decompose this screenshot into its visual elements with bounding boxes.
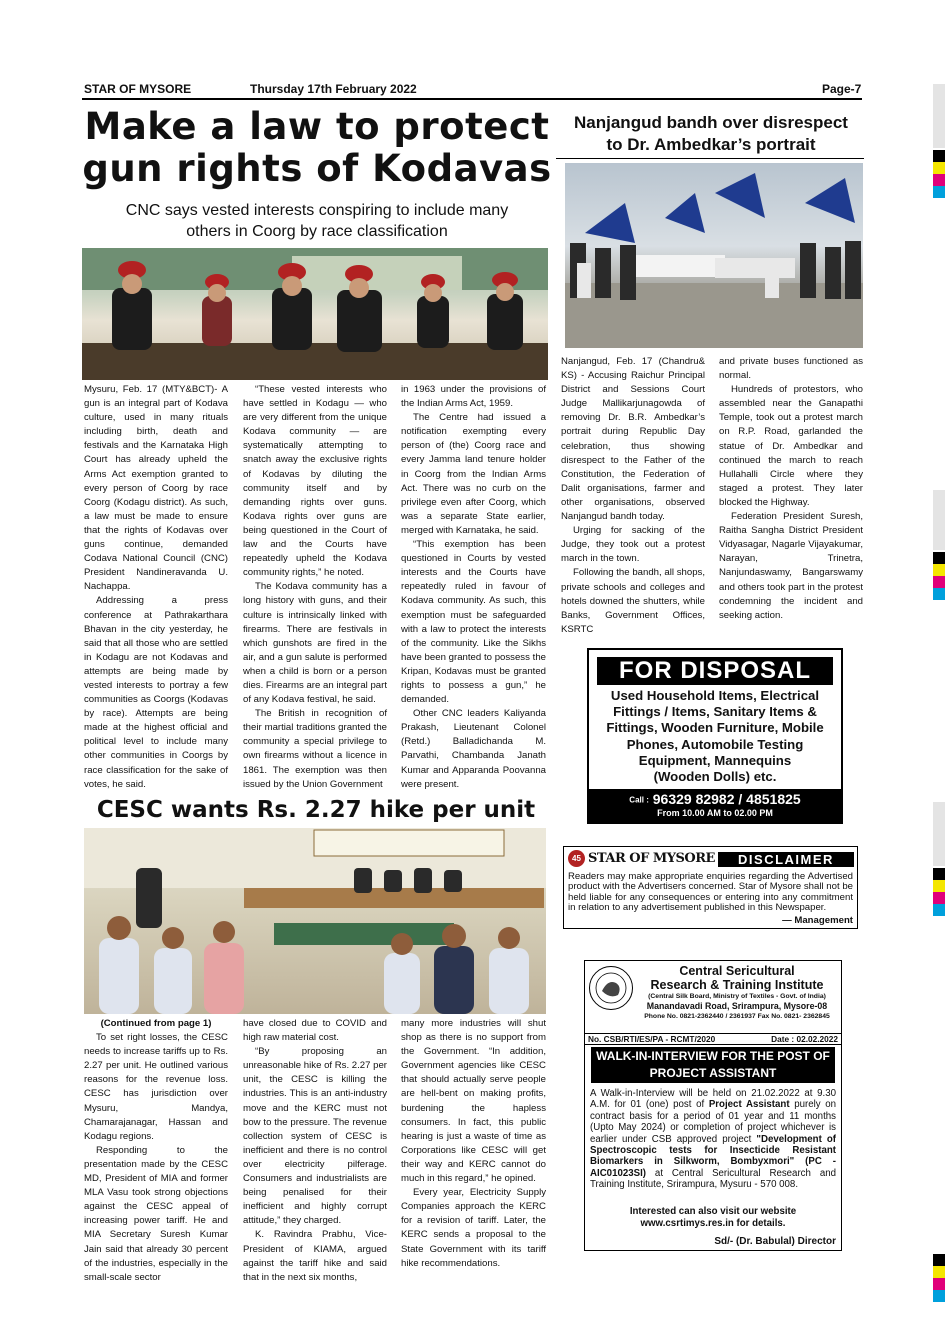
story1-headline <box>82 106 552 190</box>
registration-strip <box>933 490 945 550</box>
story2-headline-line1: Nanjangud bandh over disrespect <box>574 113 848 132</box>
header-rule <box>82 98 862 100</box>
story3-column-2 <box>243 1017 387 1283</box>
story3-col2-para: K. Ravindra Prabhu, Vice-President of KIAMA, argued against the tariff hike and said that in the next six months, <box>243 1229 387 1283</box>
csb-interview-banner <box>591 1047 835 1083</box>
for-disposal-hours: From 10.00 AM to 02.00 PM <box>657 808 773 818</box>
story2-col1-para: Urging for sacking of the Judge, they took out a protest march in the town. <box>561 525 705 565</box>
masthead-date: Thursday 17th February 2022 <box>250 82 417 96</box>
story3-col2-para: “By proposing an unreasonable hike of Rs. 2.27 per unit, the CESC is killing the industries. This is an anti-industry move and the KERC must not bow to the pressure. The revenue collection system of CESC is inefficient and there is no control over electricity pilferage. Consumers and industrialists are being penalised for their inefficient and highly corrupt attitude,” they charged. <box>243 1046 387 1227</box>
csb-body-text: purely on contract basis for a period of 01 year and 11 months (Upto May 2024) or completion of project whichever is earlier under CSB approved project <box>590 1099 836 1145</box>
story3-col1-para: To set right losses, the CESC needs to increase tariffs up to Rs. 2.27 per unit. He outlined various reasons for the revenue loss. CESC has jurisdiction over Mysuru, Mandya, Chamarajanagar, Hassan and Kodagu regions. <box>84 1032 228 1142</box>
csb-recruitment-ad <box>584 960 842 1251</box>
story1-col1-para: Mysuru, Feb. 17 (MTY&BCT)- A gun is an integral part of Kodava culture, used in many rituals including birth, death and festivals and the Karnataka High Court has already upheld the Arms Act exemption granted to every person of Coorg by race Coorg (Kodagu district). As such, a law must be made to ensure that the rights of Kodavas over guns continue, demanded Codava National Council (CNC) President Nandineravanda U. Nachappa. <box>84 384 228 593</box>
story3-continued-note: (Continued from page 1) <box>100 1018 212 1029</box>
story3-col1-para: Responding to the presentation made by the CESC MD, President of MIA and former MLA Vasu took strong objections against the CESC appeal of increasing power tariff. He and MIA Secretary Suresh Kumar Jain said that already 30 percent of the industries, especially in the small-scale sector <box>84 1144 228 1283</box>
csb-project-title: "Development of Spectroscopic tests for Insecticide Resistant Biomarkers in Silkworm, Bombyxmori" (PC - AIC01023SI) <box>590 1133 836 1179</box>
disclaimer-box <box>563 846 858 929</box>
story1-col2-para: “These vested interests who have settled in Kodagu — who are very different from the unique Kodava community — are systematically attempting to snatch away the exclusive rights of Kodavas by diluting the community itself and by demanding rights over guns. Kodava rights over guns are being questioned in the Court of law and the Courts have repeatedly upheld the Kodava community rights,” he noted. <box>243 384 387 579</box>
disclaimer-signoff: — Management <box>778 915 853 926</box>
story2-col1-para: Nanjangud, Feb. 17 (Chandru& KS) - Accusing Raichur Principal District and Sessions Court Judge Mallikarjunagowda of removing Dr. B.R. Ambedkar’s portrait during Republic Day celebration, thus showing disrespect to the Father of the Constitution, the Federation of Dalit organisations, farmer and other organisations, observed Nanjangud bandh today. <box>561 356 705 523</box>
story3-col3-para: Every year, Electricity Supply Companies approach the KERC for a revision of tariff. Later, the KERC sends a proposal to the State Government with its tariff hike recommendations. <box>401 1187 546 1269</box>
story1-col3-para: Other CNC leaders Kaliyanda Prakash, Lieutenant Colonel (Retd.) Balladichanda M. Parvathi, Chambanda Janath Kumar and Apparanda Poovanna were present. <box>401 708 546 790</box>
csb-body-text: A Walk-in-Interview will be held on 21.02.2022 at 9.30 A.M. for 01 (one) post of <box>590 1088 836 1111</box>
color-registration-mark <box>933 150 945 198</box>
csb-header <box>635 964 839 1022</box>
csb-website-link[interactable]: www.csrtimys.res.in for details. <box>640 1218 786 1229</box>
story1-col3-para: in 1963 under the provisions of the Indian Arms Act, 1959. <box>401 384 546 410</box>
csb-ref-date: Date : 02.02.2022 <box>771 1034 838 1044</box>
for-disposal-line: (Wooden Dolls) etc. <box>653 769 777 785</box>
disclaimer-title: DISCLAIMER <box>718 852 854 867</box>
csb-org-line2: Research & Training Institute <box>650 978 824 992</box>
story1-col2-para: The Kodava community has a long history with guns, and their culture is intrinsically linked with firearms. There are festivals in which gunshots are fired in the air, and a gun salute is performed when a child is born or a person dies. Firearms are an integral part of any Kodava festival, he said. <box>243 581 387 706</box>
public-hearing-photo <box>84 828 546 1014</box>
story1-col3-para: The Centre had issued a notification exempting every person of (the) Coorg race and every Jamma land tenure holder in Coorg from the Indian Arms Act. There was no curb on the privilege even after Coorg, which was a separate State earlier, merged with Karnataka, he said. <box>401 412 546 536</box>
for-disposal-line: Phones, Automobile Testing <box>626 736 804 752</box>
story2-headline-line2: to Dr. Ambedkar’s portrait <box>606 135 816 154</box>
story2-col2-para: Hundreds of protestors, who assembled near the Ganapathi Temple, took out a protest march on R.P. Road, garlanded the statue of Dr. Ambedkar and continued the march to reach Hullahalli Circle where they staged a protest. They later blocked the Highway. <box>719 384 863 508</box>
for-disposal-line: Fittings / Items, Sanitary Items & <box>613 704 817 720</box>
csb-body-text: at Central Sericultural Research and Training Institute, Srirampura, Mysuru - 570 008. <box>590 1167 836 1191</box>
story3-col3-para: many more industries will shut shop as there is no support from the Government. “In addition, Government agencies like CESC that should actually serve people are hell-bent on making profits, burdening the hapless consumers. In fact, this public hearing is just a waste of time as Corporations like CESC will get their way and KERC cannot do much in this regard,” he opined. <box>401 1018 546 1185</box>
csb-reference-row <box>585 1033 841 1045</box>
story1-subheadline <box>82 200 552 242</box>
story1-column-2 <box>243 383 387 793</box>
story2-col2-para: and private buses functioned as normal. <box>719 356 863 382</box>
story2-column-2 <box>719 355 863 640</box>
press-conference-photo <box>82 248 548 380</box>
registration-strip <box>933 802 945 866</box>
story3-column-3 <box>401 1017 546 1269</box>
story1-subhead-line2: others in Coorg by race classification <box>186 223 448 240</box>
story1-col1-para: Addressing a press conference at Pathrakarthara Bhavan in the city yesterday, he said that all those who are settled in Kodagu are not Kodavas and attempts are being made by vested interests to portray a few communities as Coorgs (Kodavas by race). Attempts are being made at the highest official and political level to include many other communities in Coorgs by race classification for the sake of votes, he said. <box>84 595 228 790</box>
csb-org-line1: Central Sericultural <box>679 964 795 978</box>
csb-address: Manandavadi Road, Srirampura, Mysore-08 <box>646 1001 828 1011</box>
story3-column-1 <box>84 1017 228 1283</box>
csb-interview-body <box>590 1088 836 1191</box>
for-disposal-items <box>589 688 841 785</box>
story2-headline <box>556 112 866 156</box>
registration-strip <box>933 84 945 148</box>
csb-ref-number: No. CSB/RTI/ES/PA - RCMT/2020 <box>588 1034 716 1044</box>
story1-column-3 <box>401 383 546 793</box>
csb-banner-line1: WALK-IN-INTERVIEW FOR THE POST OF <box>596 1049 830 1063</box>
story2-col1-para: Following the bandh, all shops, private schools and colleges and hotels downed the shutters, while Banks, Government Offices, KSRTC <box>561 567 705 635</box>
story3-col2-para: have closed due to COVID and high raw material cost. <box>243 1018 387 1044</box>
color-registration-mark <box>933 868 945 916</box>
logo-badge-icon: 45 <box>568 850 585 867</box>
for-disposal-call-label: Call : <box>629 795 649 804</box>
for-disposal-phone: 96329 82982 / 4851825 <box>652 790 801 807</box>
for-disposal-ad <box>587 648 843 824</box>
story1-col2-para: The British in recognition of their martial traditions granted the community a special privilege to own firearms without a licence in 1861. The exemption was then issued by the Union Government <box>243 708 387 790</box>
story1-subhead-line1: CNC says vested interests conspiring to include many <box>125 202 509 219</box>
disclaimer-text: Readers may make appropriate enquiries regarding the Advertised product with the Advertisers concerned. Star of Mysore shall not be held liable for any consequences or entering into any commitment in relation to any advertisement published in this Newspaper. <box>568 871 853 914</box>
star-of-mysore-logo <box>568 850 715 867</box>
csb-phone: Phone No. 0821-2362440 / 2361937 Fax No. 0821- 2362845 <box>644 1013 830 1020</box>
story2-column-1 <box>561 355 705 640</box>
csb-website <box>585 1206 841 1230</box>
csb-org-line3: (Central Silk Board, Ministry of Textiles - Govt. of India) <box>648 993 826 1000</box>
csb-website-line1: Interested can also visit our website <box>629 1206 797 1217</box>
masthead-paper-name: STAR OF MYSORE <box>84 82 192 96</box>
story2-rule <box>556 158 864 159</box>
color-registration-mark <box>933 552 945 600</box>
story1-headline-line2: gun rights of Kodavas <box>82 147 552 190</box>
color-registration-mark <box>933 1254 945 1302</box>
story1-headline-line1: Make a law to protect <box>84 105 550 148</box>
csb-emblem-icon <box>589 966 633 1010</box>
story1-column-1 <box>84 383 228 793</box>
for-disposal-contact <box>589 789 841 822</box>
csb-signature: Sd/- (Dr. Babulal) Director <box>714 1236 836 1247</box>
for-disposal-line: Equipment, Mannequins <box>638 752 792 768</box>
story1-col3-para: “This exemption has been questioned in Courts by vested interests and the Courts have repeatedly ruled in favour of Kodava community. As such, this exemption must be safeguarded with a law to protect the interests of the community. Like the Sikhs have been granted to possess the Kripan, Kodavas must be granted rights to possess a gun,” he demanded. <box>401 539 546 706</box>
for-disposal-line: Used Household Items, Electrical <box>610 688 820 703</box>
story2-col2-para: Federation President Suresh, Raitha Sangha District President Vidyasagar, Nagarle Vijayakumar, Narayan, Trinetra, Nanjundaswamy, Bangarswamy and others took part in the protest condemning the incident and seeking action. <box>719 511 863 621</box>
for-disposal-line: Fittings, Wooden Furniture, Mobile <box>606 720 824 736</box>
csb-banner-line2: PROJECT ASSISTANT <box>649 1066 777 1080</box>
protest-march-photo <box>565 163 863 348</box>
story3-headline: CESC wants Rs. 2.27 hike per unit <box>96 797 536 823</box>
masthead-page-number: Page-7 <box>822 82 862 96</box>
logo-text: STAR OF MYSORE <box>588 851 715 866</box>
csb-post-name: Project Assistant <box>708 1099 790 1111</box>
for-disposal-title: FOR DISPOSAL <box>597 657 833 685</box>
